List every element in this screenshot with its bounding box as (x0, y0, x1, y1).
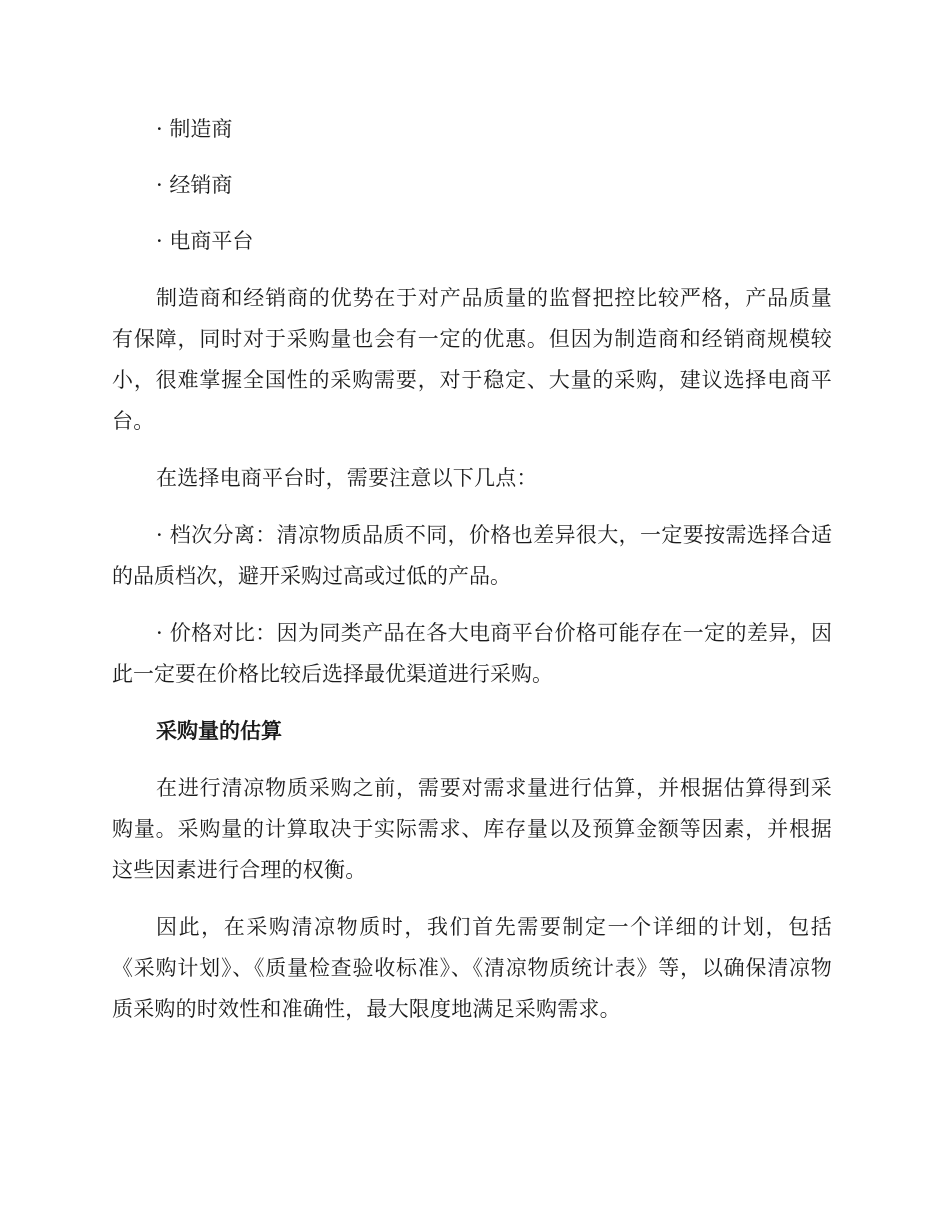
document-page (112, 110, 832, 1046)
bullet-manufacturer: · 制造商 (156, 117, 233, 141)
section-heading: 采购量的估算 (156, 719, 282, 743)
bullet-ecommerce: · 电商平台 (156, 229, 254, 253)
paragraph-ecommerce-notes-intro: 在选择电商平台时，需要注意以下几点： (156, 466, 538, 490)
paragraph-estimation: 在进行清凉物质采购之前，需要对需求量进行估算，并根据估算得到采购量。采购量的计算取决于实际需求、库存量以及预算金额等因素，并根据这些因素进行合理的权衡。 (112, 776, 832, 882)
bullet-grade-separation: · 档次分离：清凉物质品质不同，价格也差异很大，一定要按需选择合适的品质档次，避开采购过高或过低的产品。 (112, 523, 832, 588)
bullet-distributor: · 经销商 (156, 173, 233, 197)
paragraph-supplier-advantages: 制造商和经销商的优势在于对产品质量的监督把控比较严格，产品质量有保障，同时对于采购量也会有一定的优惠。但因为制造商和经销商规模较小，很难掌握全国性的采购需要，对于稳定、大量的采购，建议选择电商平台。 (112, 286, 832, 433)
paragraph-plan: 因此，在采购清凉物质时，我们首先需要制定一个详细的计划，包括《采购计划》、《质量检查验收标准》、《清凉物质统计表》等，以确保清凉物质采购的时效性和准确性，最大限度地满足采购需求。 (112, 915, 832, 1021)
bullet-price-comparison: · 价格对比：因为同类产品在各大电商平台价格可能存在一定的差异，因此一定要在价格比较后选择最优渠道进行采购。 (112, 621, 832, 686)
